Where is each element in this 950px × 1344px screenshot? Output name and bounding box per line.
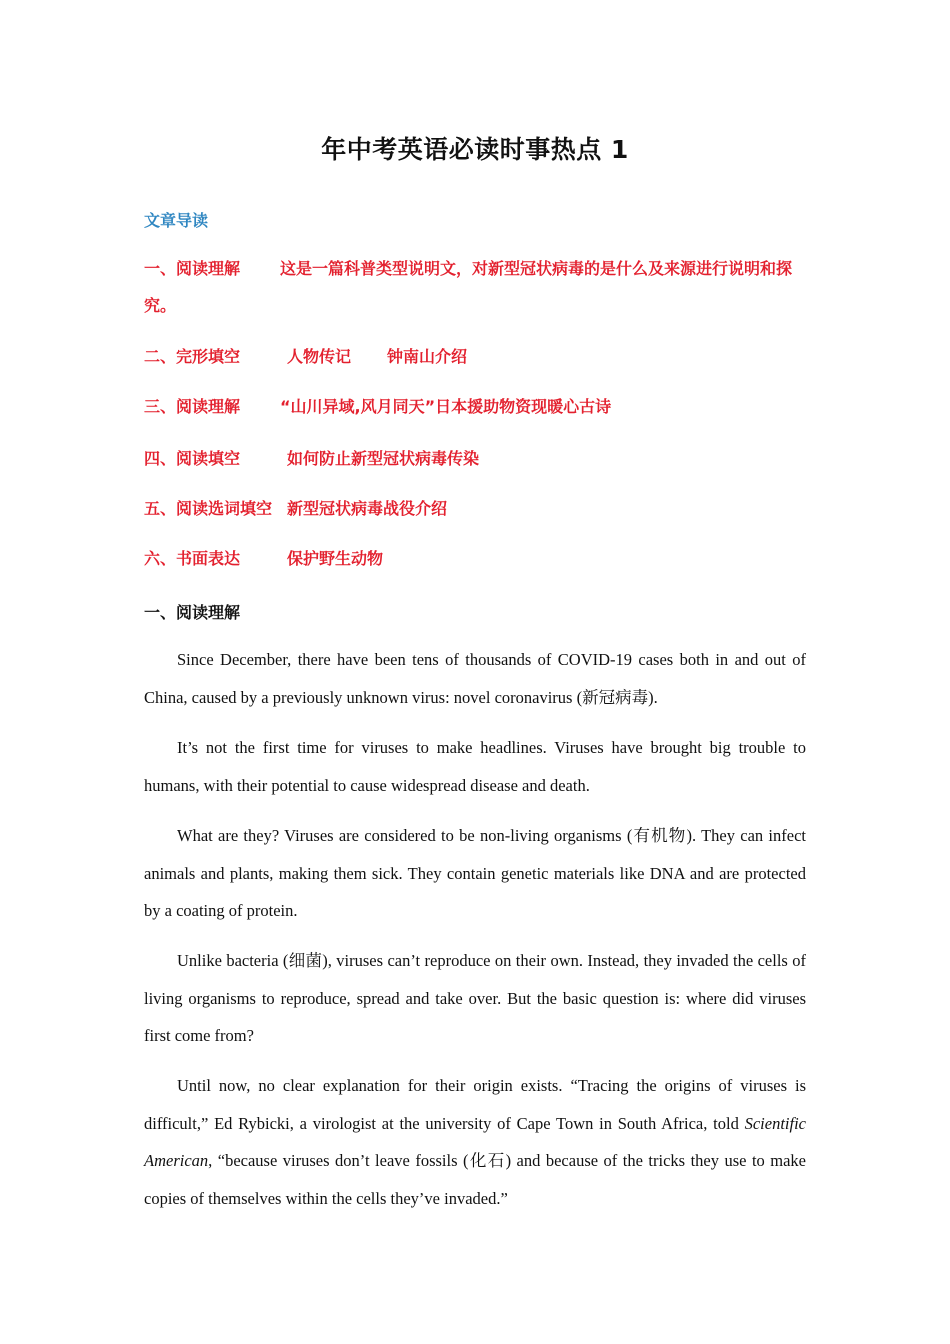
body-paragraph: It’s not the first time for viruses to make headlines. Viruses have brought big trouble to humans, with their potential to cause widespread disease and death.: [144, 738, 806, 795]
toc-desc: 如何防止新型冠状病毒传染: [287, 449, 480, 468]
toc-part: 五、阅读选词填空: [144, 499, 273, 518]
toc-desc: 这是一篇科普类型说明文，对新型冠状病毒的是什么及来源进行说明和探究。: [144, 259, 793, 315]
intro-label: 文章导读: [144, 211, 209, 230]
document-page: [144, 0, 806, 1344]
toc-part: 二、完形填空: [144, 347, 241, 366]
toc-part: 四、阅读填空: [144, 449, 241, 468]
toc-desc: 人物传记: [287, 347, 352, 366]
toc-item: [144, 346, 468, 368]
body-paragraph: What are they? Viruses are considered to be non-living organisms (有机物). They can infect animals and plants, making them sick. They contain genetic materials like DNA and are protected by a coating of protein.: [144, 826, 806, 920]
publication-name: Scientific American: [144, 1113, 806, 1170]
toc-item: [144, 498, 448, 520]
paragraph-text: , “because viruses don’t leave fossils (化石) and because of the tricks they use to make copies of themselves within the cells they’ve invaded.”: [144, 1151, 806, 1208]
toc-item: [144, 250, 806, 324]
document-title: 年中考英语必读时事热点 1: [321, 135, 629, 164]
toc-desc-secondary: 钟南山介绍: [387, 347, 468, 366]
toc-part: 三、阅读理解: [144, 397, 241, 416]
body-paragraph: Since December, there have been tens of thousands of COVID-19 cases both in and out of China, caused by a previously unknown virus: novel coronavirus (新冠病毒).: [144, 650, 806, 707]
toc-desc: “山川异域,风月同天”日本援助物资现暖心古诗: [280, 397, 612, 416]
toc-desc: 保护野生动物: [287, 549, 384, 568]
toc-item: [144, 448, 480, 470]
toc-desc: 新型冠状病毒战役介绍: [287, 499, 448, 518]
toc-part: 一、阅读理解: [144, 259, 241, 278]
toc-item: [144, 548, 384, 570]
toc-part: 六、书面表达: [144, 549, 241, 568]
paragraph-text: Until now, no clear explanation for their origin exists. “Tracing the origins of viruses is difficult,” Ed Rybicki, a virologist at the university of Cape Town in South Africa, told: [144, 1076, 806, 1133]
toc-item: [144, 396, 612, 418]
body-paragraph: Unlike bacteria (细菌), viruses can’t reproduce on their own. Instead, they invaded the cells of living organisms to reproduce, spread and take over. But the basic question is: where did viruses first come from?: [144, 951, 806, 1045]
body-paragraph: [144, 1067, 806, 1217]
section-heading: 一、阅读理解: [144, 603, 241, 622]
